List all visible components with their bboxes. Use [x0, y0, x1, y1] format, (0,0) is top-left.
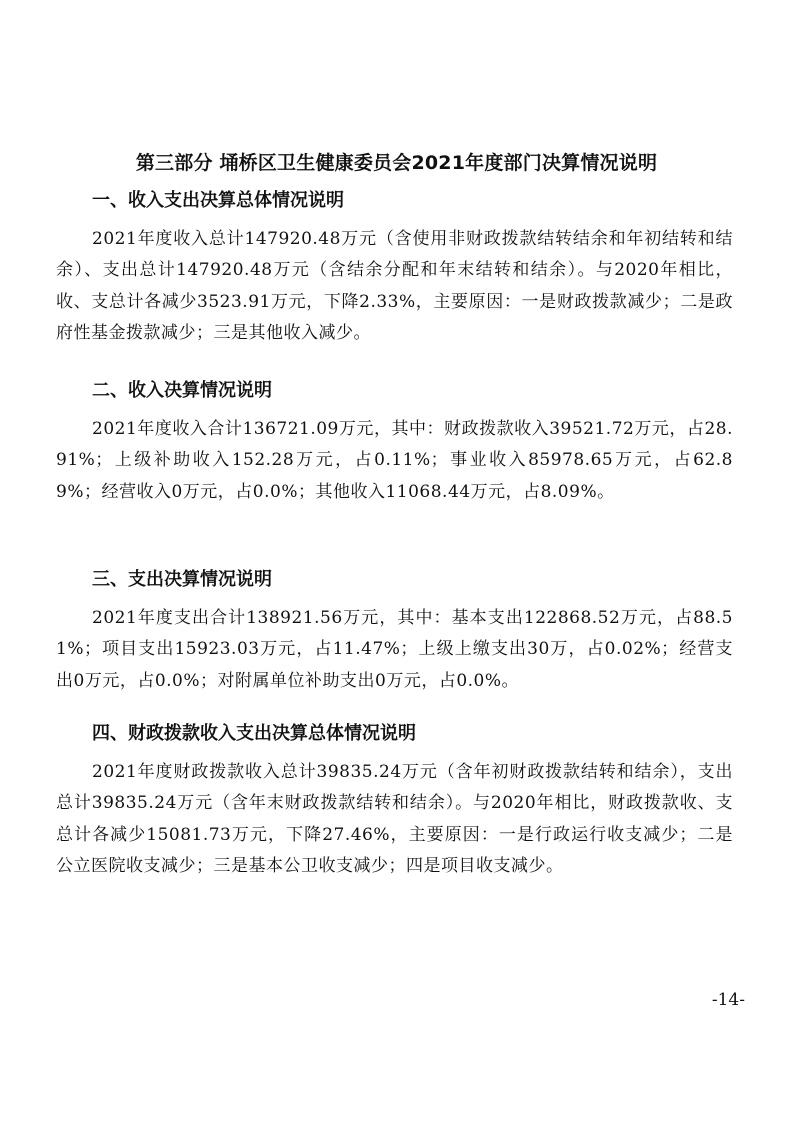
section-expenditure	[56, 565, 733, 697]
document-title: 第三部分 埇桥区卫生健康委员会2021年度部门决算情况说明	[135, 152, 658, 174]
section-paragraph: 2021年度收入合计136721.09万元，其中：财政拨款收入39521.72万元，占28.91%；上级补助收入152.28万元，占0.11%；事业收入85978.65万元，占62.89%；经营收入0万元，占0.0%；其他收入11068.44万元，占8.09%。	[56, 419, 733, 502]
section-overall-budget	[56, 186, 733, 350]
section-paragraph: 2021年度收入总计147920.48万元（含使用非财政拨款结转结余和年初结转和结余）、支出总计147920.48万元（含结余分配和年末结转和结余）。与2020年相比，收、支总计各减少3523.91万元，下降2.33%，主要原因：一是财政拨款减少；二是政府性基金拨款减少；三是其他收入减少。	[56, 229, 733, 344]
section-fiscal-appropriation	[56, 719, 733, 883]
section-paragraph: 2021年度支出合计138921.56万元，其中：基本支出122868.52万元，占88.51%；项目支出15923.03万元，占11.47%；上级上缴支出30万，占0.02%；经营支出0万元，占0.0%；对附属单位补助支出0万元，占0.0%。	[56, 608, 733, 691]
section-paragraph: 2021年度财政拨款收入总计39835.24万元（含年初财政拨款结转和结余），支出总计39835.24万元（含年末财政拨款结转和结余）。与2020年相比，财政拨款收、支总计各减少15081.73万元，下降27.46%，主要原因：一是行政运行收支减少；二是公立医院收支减少；三是基本公卫收支减少；四是项目收支减少。	[56, 762, 733, 877]
section-heading: 一、收入支出决算总体情况说明	[92, 190, 344, 211]
section-income	[56, 376, 733, 508]
section-heading: 四、财政拨款收入支出决算总体情况说明	[92, 723, 416, 744]
section-heading: 三、支出决算情况说明	[92, 569, 272, 590]
section-heading: 二、收入决算情况说明	[92, 380, 272, 401]
page-number: -14-	[711, 990, 745, 1010]
